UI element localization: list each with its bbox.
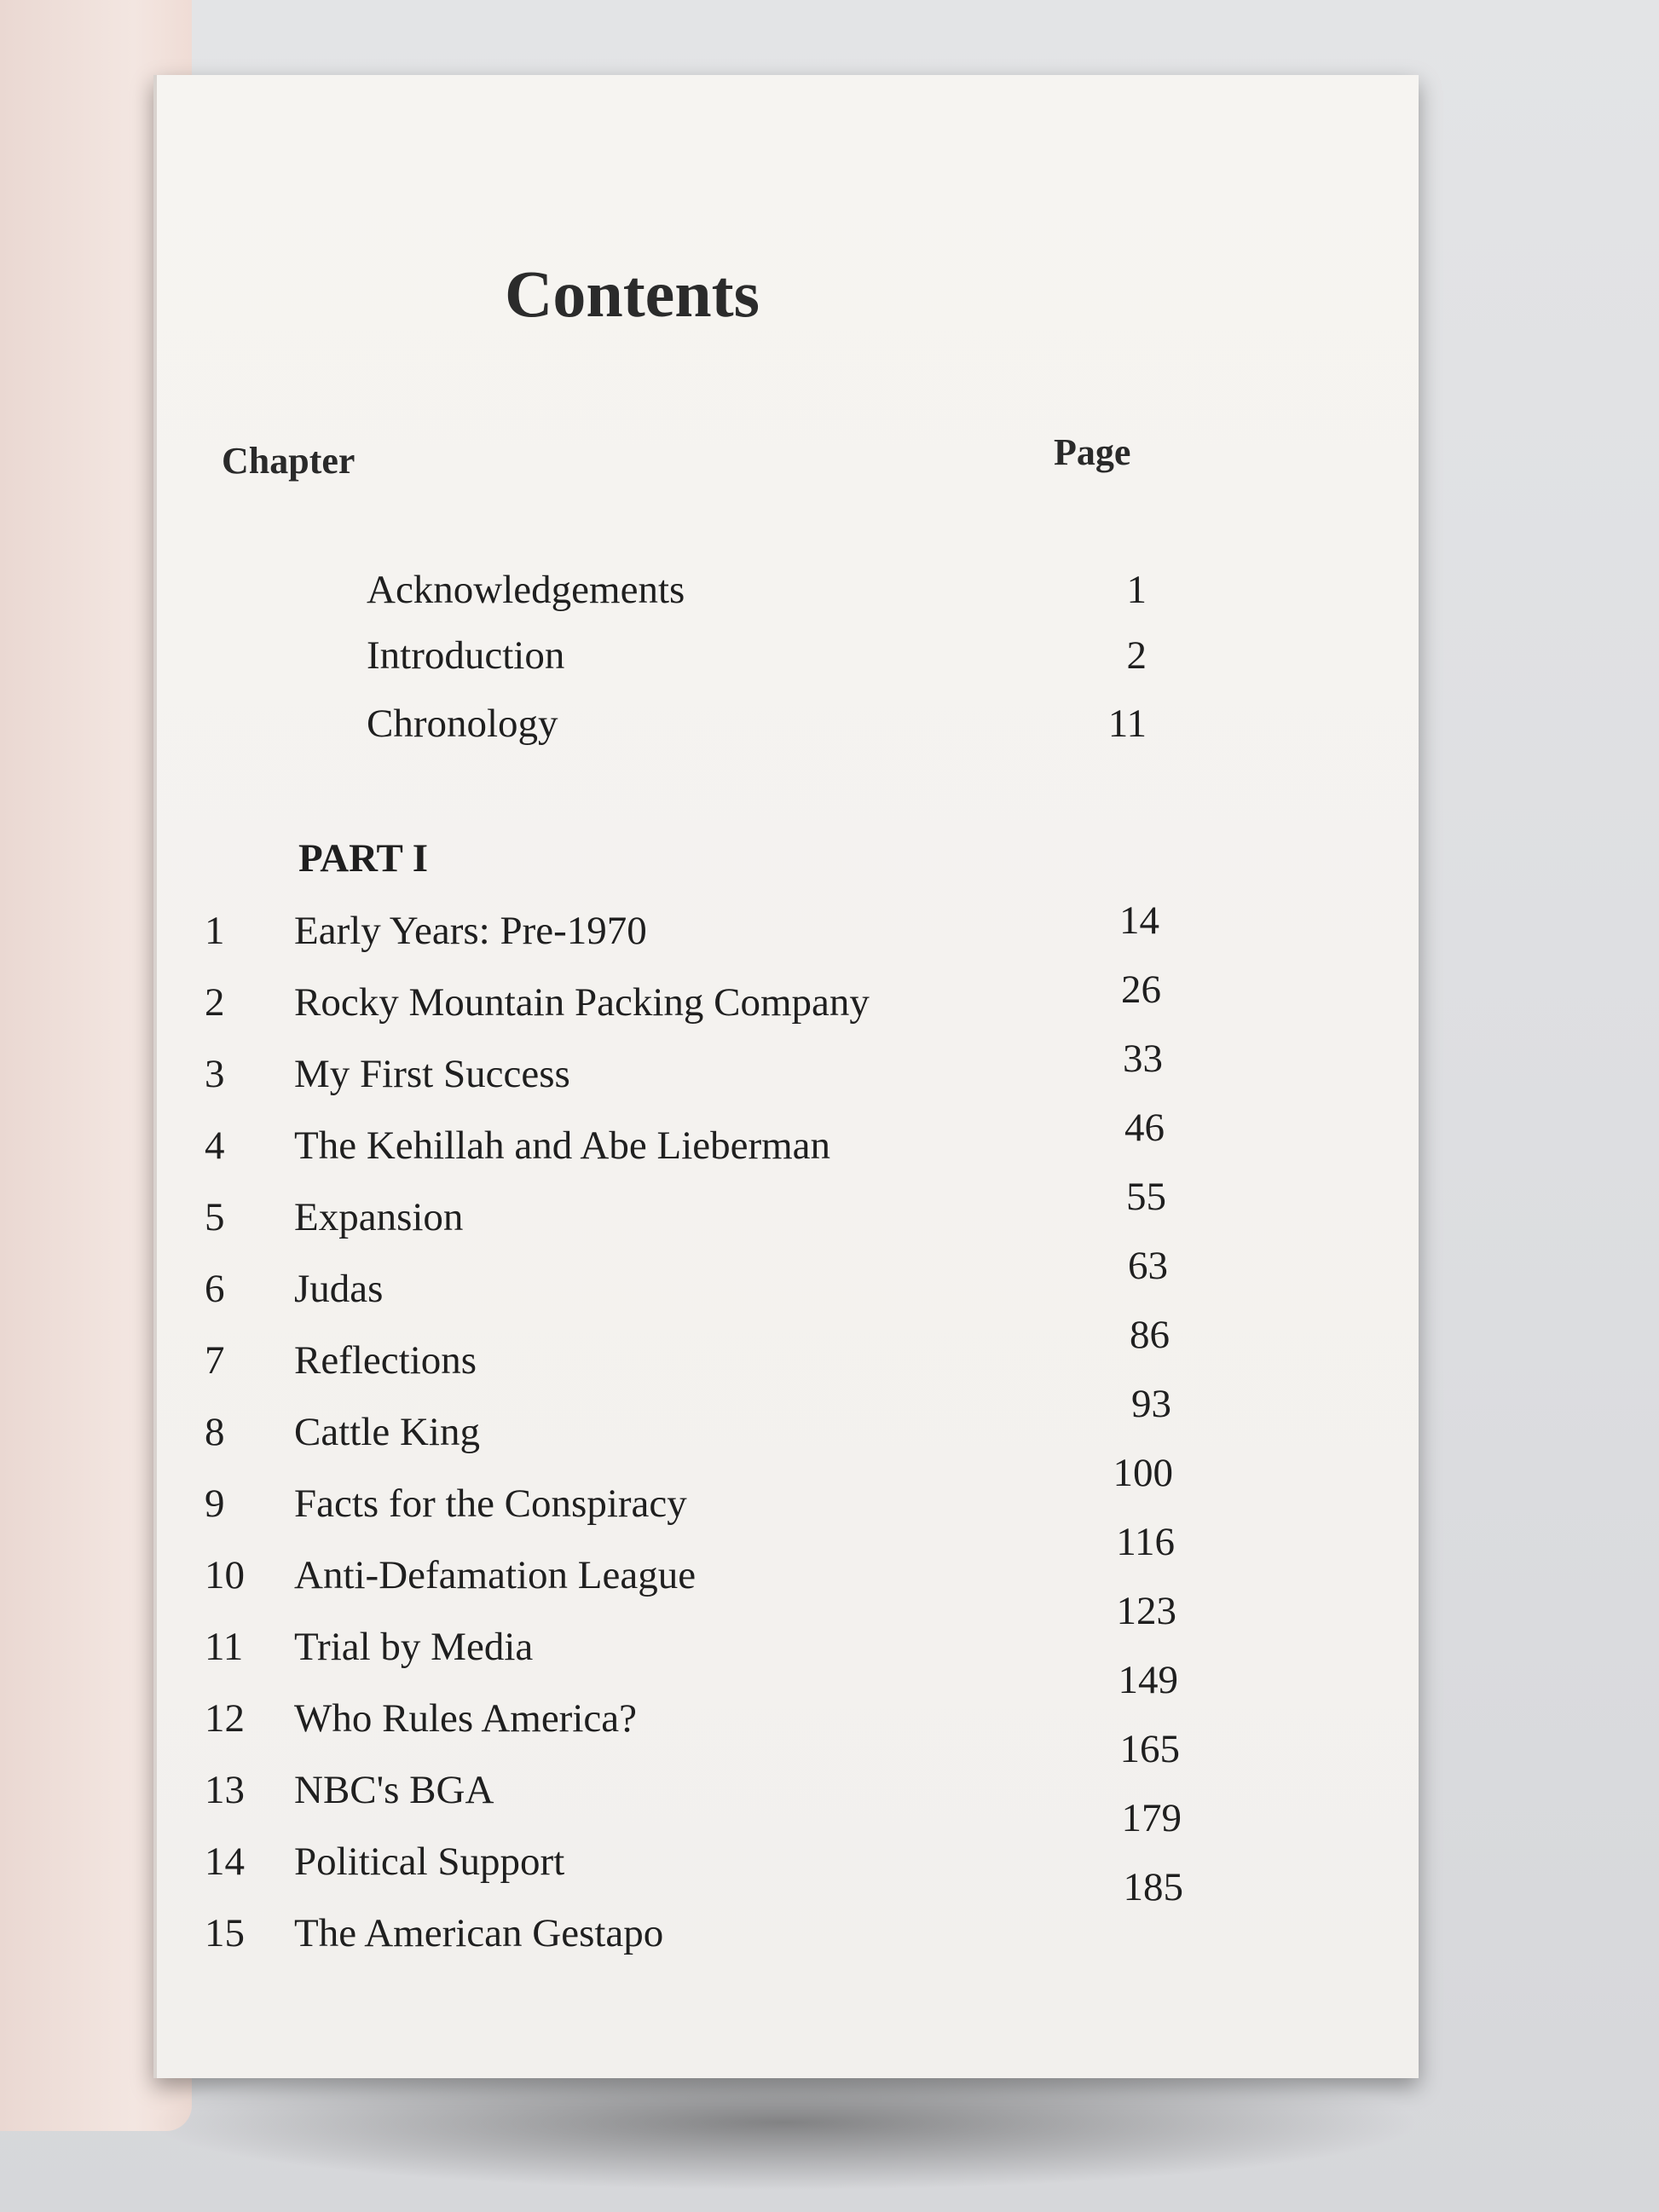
chapter-row: [0, 1451, 1659, 1532]
chapter-page-number: 165: [1119, 1727, 1180, 1771]
front-matter-page-number: 11: [1107, 702, 1147, 746]
chapter-number: 14: [205, 1839, 245, 1884]
chapter-title: Reflections: [294, 1338, 477, 1383]
chapter-title: The American Gestapo: [294, 1911, 664, 1955]
chapter-row: [0, 1037, 1659, 1102]
front-matter-item: [0, 567, 1659, 618]
chapter-number: 1: [205, 909, 225, 953]
chapter-page-number: 46: [1124, 1106, 1165, 1150]
chapter-title: Anti-Defamation League: [294, 1553, 697, 1597]
chapter-page-number: 149: [1118, 1658, 1178, 1702]
chapter-title: Rocky Mountain Packing Company: [294, 980, 870, 1025]
chapter-row: [0, 1313, 1659, 1389]
chapter-number: 13: [205, 1768, 245, 1812]
chapter-column-header: Chapter: [222, 440, 356, 482]
chapter-title: The Kehillah and Abe Lieberman: [294, 1123, 831, 1168]
chapter-page-number: 123: [1116, 1589, 1176, 1633]
front-matter-item: [0, 701, 1659, 752]
chapter-row: [0, 1244, 1659, 1317]
chapter-row: [0, 898, 1659, 959]
chapter-row: [0, 1865, 1659, 1961]
chapter-row: [0, 1658, 1659, 1747]
chapter-page-number: 185: [1123, 1865, 1183, 1909]
chapter-number: 6: [205, 1267, 225, 1311]
chapter-title: Judas: [294, 1267, 384, 1311]
chapter-number: 3: [205, 1052, 225, 1096]
chapter-number: 15: [205, 1911, 245, 1955]
chapter-page-number: 116: [1116, 1520, 1175, 1564]
chapter-row: [0, 1520, 1659, 1603]
chapter-title: My First Success: [294, 1052, 570, 1096]
chapter-page-number: 63: [1128, 1244, 1168, 1288]
chapter-title: Facts for the Conspiracy: [294, 1481, 687, 1526]
chapter-title: Who Rules America?: [294, 1696, 637, 1741]
chapter-title: Trial by Media: [294, 1625, 534, 1669]
chapter-page-number: 55: [1126, 1175, 1166, 1219]
front-matter-page-number: 1: [1126, 568, 1147, 612]
front-matter-page-number: 2: [1126, 633, 1147, 678]
page-column-header: Page: [1054, 431, 1131, 473]
chapter-number: 7: [205, 1338, 225, 1383]
chapter-title: Expansion: [294, 1195, 464, 1239]
chapter-title: Cattle King: [294, 1410, 480, 1454]
chapter-number: 5: [205, 1195, 225, 1239]
contents-title: Contents: [505, 257, 760, 331]
chapter-row: [0, 967, 1659, 1031]
chapter-number: 2: [205, 980, 225, 1025]
chapter-page-number: 179: [1121, 1796, 1182, 1840]
chapter-number: 9: [205, 1481, 225, 1526]
chapter-number: 12: [205, 1696, 245, 1741]
chapter-row: [0, 1175, 1659, 1245]
chapter-number: 4: [205, 1123, 225, 1168]
chapter-page-number: 100: [1113, 1451, 1173, 1495]
chapter-page-number: 26: [1121, 967, 1161, 1012]
chapter-page-number: 14: [1119, 898, 1159, 943]
chapter-row: [0, 1589, 1659, 1675]
front-matter-item: [0, 632, 1659, 684]
chapter-number: 11: [205, 1625, 244, 1669]
chapter-number: 10: [205, 1553, 245, 1597]
chapter-number: 8: [205, 1410, 225, 1454]
chapter-title: NBC's BGA: [294, 1768, 494, 1812]
chapter-page-number: 93: [1131, 1382, 1171, 1426]
chapter-title: Political Support: [294, 1839, 565, 1884]
chapter-row: [0, 1106, 1659, 1174]
front-matter-title: Chronology: [367, 702, 558, 746]
chapter-row: [0, 1727, 1659, 1818]
chapter-row: [0, 1796, 1659, 1890]
chapter-page-number: 86: [1130, 1313, 1170, 1357]
chapter-page-number: 33: [1123, 1037, 1163, 1081]
chapter-row: [0, 1382, 1659, 1460]
chapter-title: Early Years: Pre-1970: [294, 909, 647, 953]
part-heading: PART I: [298, 836, 428, 881]
front-matter-title: Introduction: [367, 633, 565, 678]
front-matter-title: Acknowledgements: [367, 568, 685, 612]
